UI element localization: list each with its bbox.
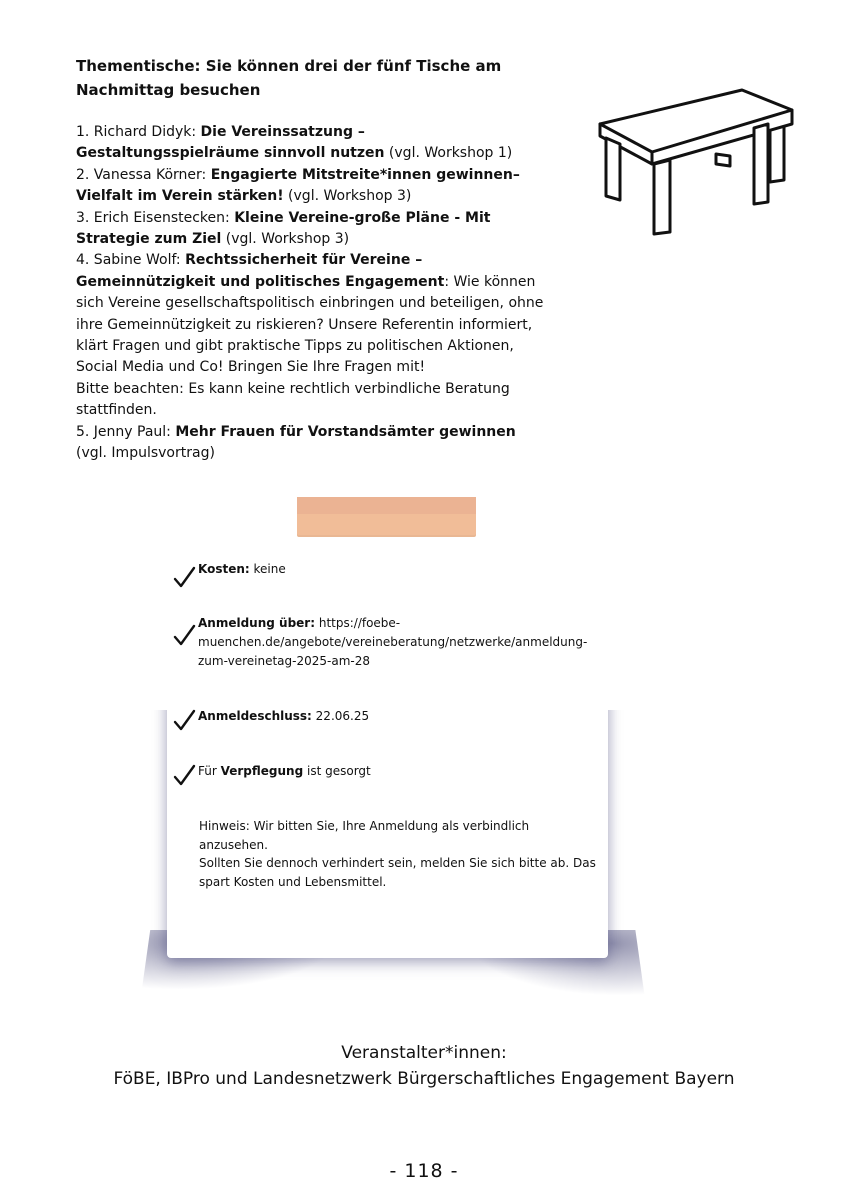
catering-item: Für Verpflegung ist gesorgt <box>172 762 602 781</box>
topic-list <box>76 122 546 465</box>
checkmark-icon <box>172 709 196 733</box>
registration-hint <box>199 817 599 891</box>
deadline-item <box>172 707 602 726</box>
organizers-names: FöBE, IBPro und Landesnetzwerk Bürgerschaftliches Engagement Bayern <box>113 1069 735 1089</box>
deadline-value: 22.06.25 <box>311 709 370 723</box>
costs-label: Kosten: <box>198 562 250 576</box>
registration-url-end[interactable]: zum-vereinetag-2025-am-28 <box>198 654 370 668</box>
topic-title: Rechtssicherheit für Vereine – Gemeinnützigkeit und politisches Engagement <box>76 252 445 290</box>
organizers-label: Veranstalter*innen: <box>341 1043 507 1063</box>
heading-line-1: Thementische: Sie können drei der fünf Tische am <box>76 57 502 75</box>
checkmark-icon <box>172 566 196 590</box>
topic-title: Die Vereinssatzung – Gestaltungsspielräume sinnvoll nutzen <box>76 124 385 162</box>
section-heading <box>76 54 536 102</box>
checkmark-icon <box>172 624 196 648</box>
page-number: - 118 - <box>389 1160 459 1182</box>
costs-value: keine <box>249 562 286 576</box>
registration-label: Anmeldung über: <box>198 616 316 630</box>
registration-url-continued[interactable]: muenchen.de/angebote/vereineberatung/netzwerke/anmeldung- <box>198 635 588 649</box>
deadline-label: Anmeldeschluss: <box>198 709 312 723</box>
catering-bold: Verpflegung <box>220 764 304 778</box>
table-illustration <box>592 84 802 240</box>
topic-title: Engagierte Mitstreite*innen gewinnen–Vielfalt im Verein stärken! <box>76 166 520 205</box>
topic-item-4-note: Bitte beachten: Es kann keine rechtlich verbindliche Beratung stattfinden. <box>76 380 510 419</box>
heading-line-2: Nachmittag besuchen <box>76 81 261 99</box>
hint-line-2: Sollten Sie dennoch verhindert sein, melden Sie sich bitte ab. Das spart Kosten und Lebensmittel. <box>199 856 596 889</box>
topic-title: Kleine Vereine-große Pläne - Mit Strategie zum Ziel <box>76 209 491 248</box>
costs-item <box>172 560 602 579</box>
tape-decoration <box>297 497 476 537</box>
topic-item-3: 3. Erich Eisenstecken: Kleine Vereine-große Pläne - Mit Strategie zum Ziel (vgl. Workshop 3) <box>76 209 491 248</box>
topic-item-5: 5. Jenny Paul: Mehr Frauen für Vorstandsämter gewinnen (vgl. Impulsvortrag) <box>76 423 516 462</box>
topic-item-1: 1. Richard Didyk: Die Vereinssatzung – Gestaltungsspielräume sinnvoll nutzen (vgl. Workshop 1) <box>76 124 513 162</box>
hint-line-1: Hinweis: Wir bitten Sie, Ihre Anmeldung als verbindlich anzusehen. <box>199 819 530 852</box>
topic-item-4: 4. Sabine Wolf: Rechtssicherheit für Vereine – Gemeinnützigkeit und politisches Engagement: Wie können sich Vereine gesellschaftspolitisch einbringen und beteiligen, ohne ihre Gemeinnützigkeit zu riskieren? Unsere Referentin informiert, klärt Fragen und gibt praktische Tipps zu politischen Aktionen, Social Media und Co! Bringen Sie Ihre Fragen mit! <box>76 252 544 376</box>
registration-url[interactable]: https://foebe- <box>315 616 401 630</box>
checkmark-icon <box>172 764 196 788</box>
topic-item-2: 2. Vanessa Körner: Engagierte Mitstreite*innen gewinnen–Vielfalt im Verein stärken! (vgl. Workshop 3) <box>76 166 520 205</box>
registration-item <box>172 614 602 671</box>
topic-title: Mehr Frauen für Vorstandsämter gewinnen <box>175 423 516 440</box>
